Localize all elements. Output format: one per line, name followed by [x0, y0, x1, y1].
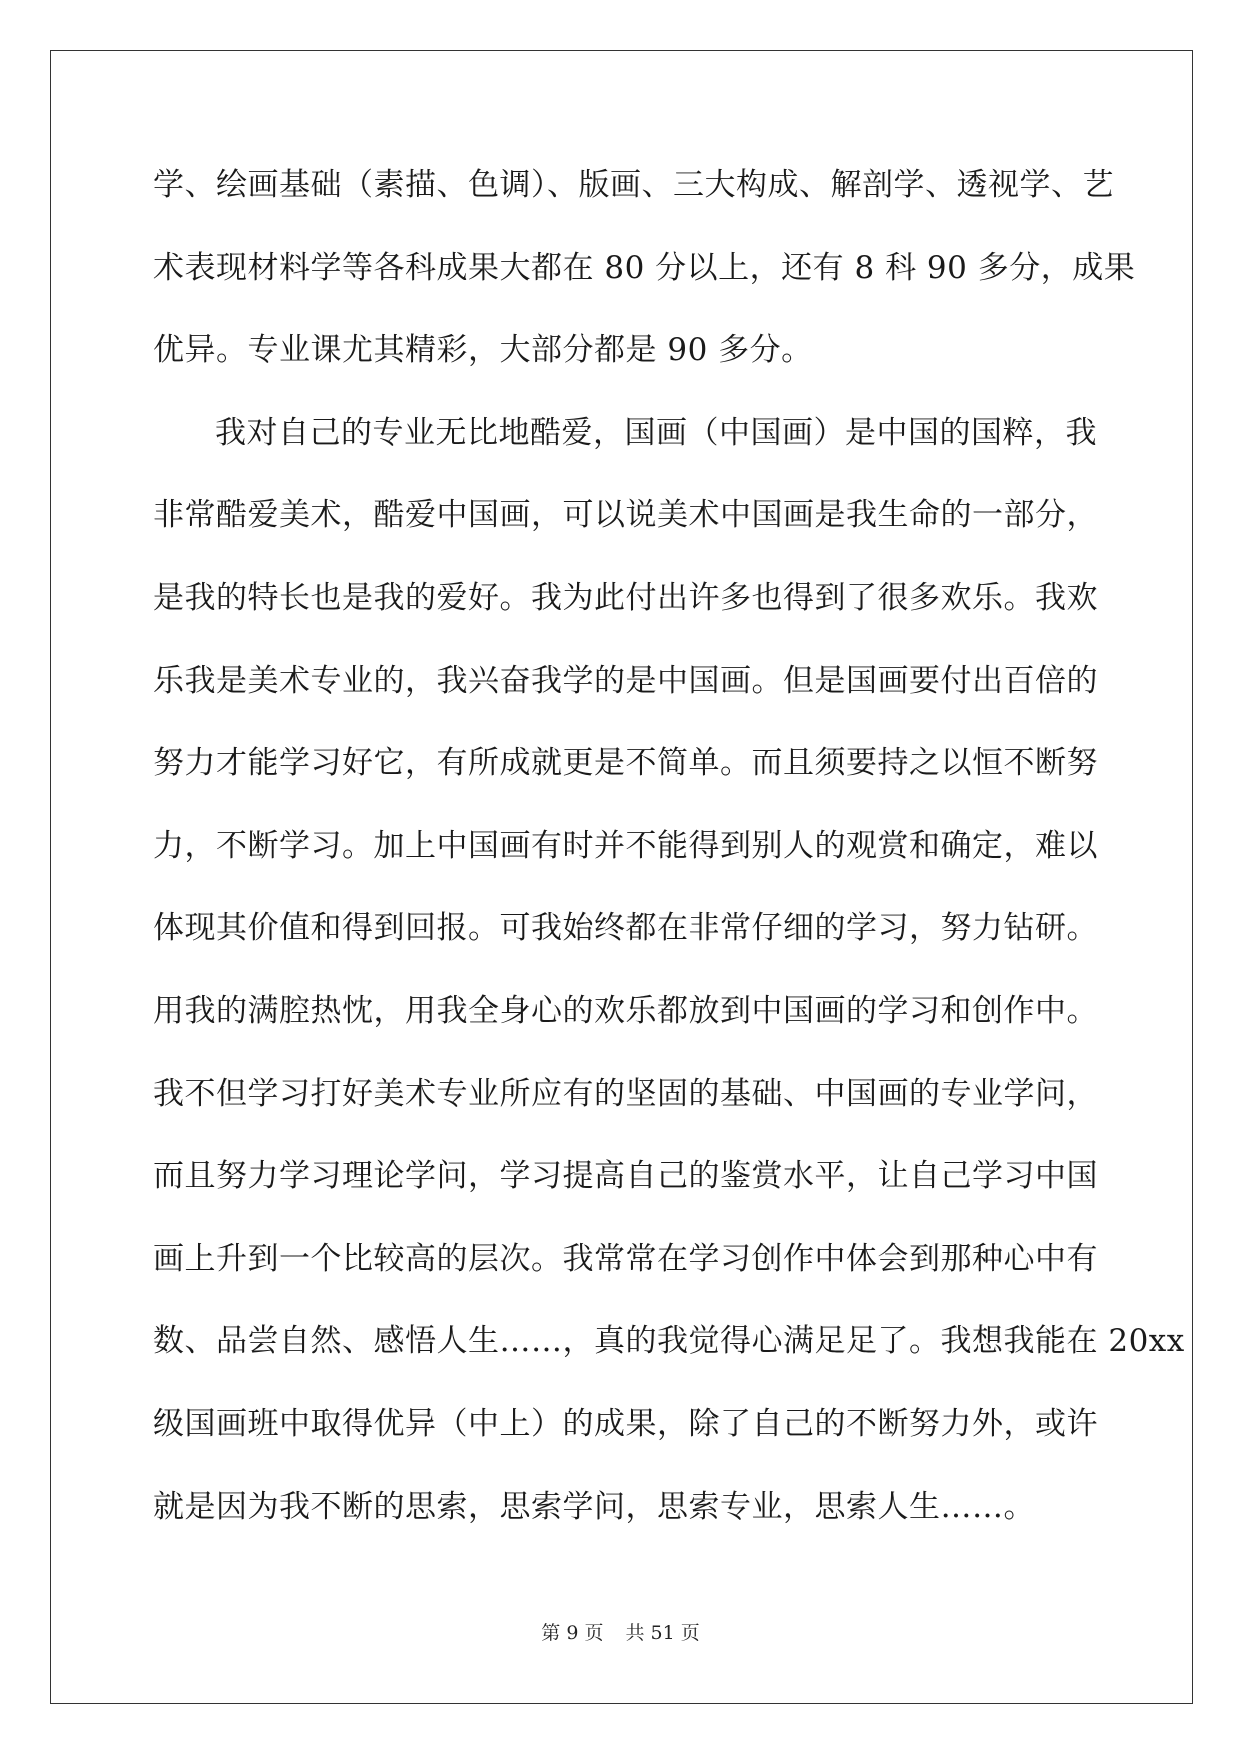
text-line: 用我的满腔热忱，用我全身心的欢乐都放到中国画的学习和创作中。	[153, 992, 1098, 1029]
text-line: 是我的特长也是我的爱好。我为此付出许多也得到了很多欢乐。我欢	[153, 579, 1098, 616]
text-line: 乐我是美术专业的，我兴奋我学的是中国画。但是国画要付出百倍的	[153, 662, 1098, 699]
text-line: 我不但学习打好美术专业所应有的坚固的基础、中国画的专业学问，	[153, 1075, 1098, 1112]
text-line: 术表现材料学等各科成果大都在 80 分以上，还有 8 科 90 多分，成果	[153, 249, 1136, 286]
text-line: 级国画班中取得优异（中上）的成果，除了自己的不断努力外，或许	[153, 1405, 1098, 1442]
text-line: 就是因为我不断的思索，思索学问，思索专业，思索人生……。	[153, 1488, 1035, 1525]
text-line: 体现其价值和得到回报。可我始终都在非常仔细的学习，努力钻研。	[153, 910, 1098, 947]
text-line: 努力才能学习好它，有所成就更是不简单。而且须要持之以恒不断努	[153, 745, 1098, 782]
document-body	[153, 165, 1185, 1569]
text-line: 力，不断学习。加上中国画有时并不能得到别人的观赏和确定，难以	[153, 827, 1098, 864]
text-line: 数、品尝自然、感悟人生……，真的我觉得心满足足了。我想我能在 20xx	[153, 1323, 1185, 1360]
page-footer	[0, 1618, 1241, 1645]
paragraph-start-line: 我对自己的专业无比地酷爱，国画（中国画）是中国的国粹，我	[215, 414, 1097, 451]
text-line: 非常酷爱美术，酷爱中国画，可以说美术中国画是我生命的一部分，	[153, 497, 1098, 534]
text-line: 学、绘画基础（素描、色调）、版画、三大构成、解剖学、透视学、艺	[153, 167, 1114, 203]
text-line: 画上升到一个比较高的层次。我常常在学习创作中体会到那种心中有	[153, 1240, 1098, 1277]
text-line: 优异。专业课尤其精彩，大部分都是 90 多分。	[153, 332, 813, 369]
page-number: 第 9 页	[541, 1622, 604, 1644]
total-pages: 共 51 页	[625, 1622, 700, 1644]
text-line: 而且努力学习理论学问，学习提高自己的鉴赏水平，让自己学习中国	[153, 1158, 1098, 1195]
